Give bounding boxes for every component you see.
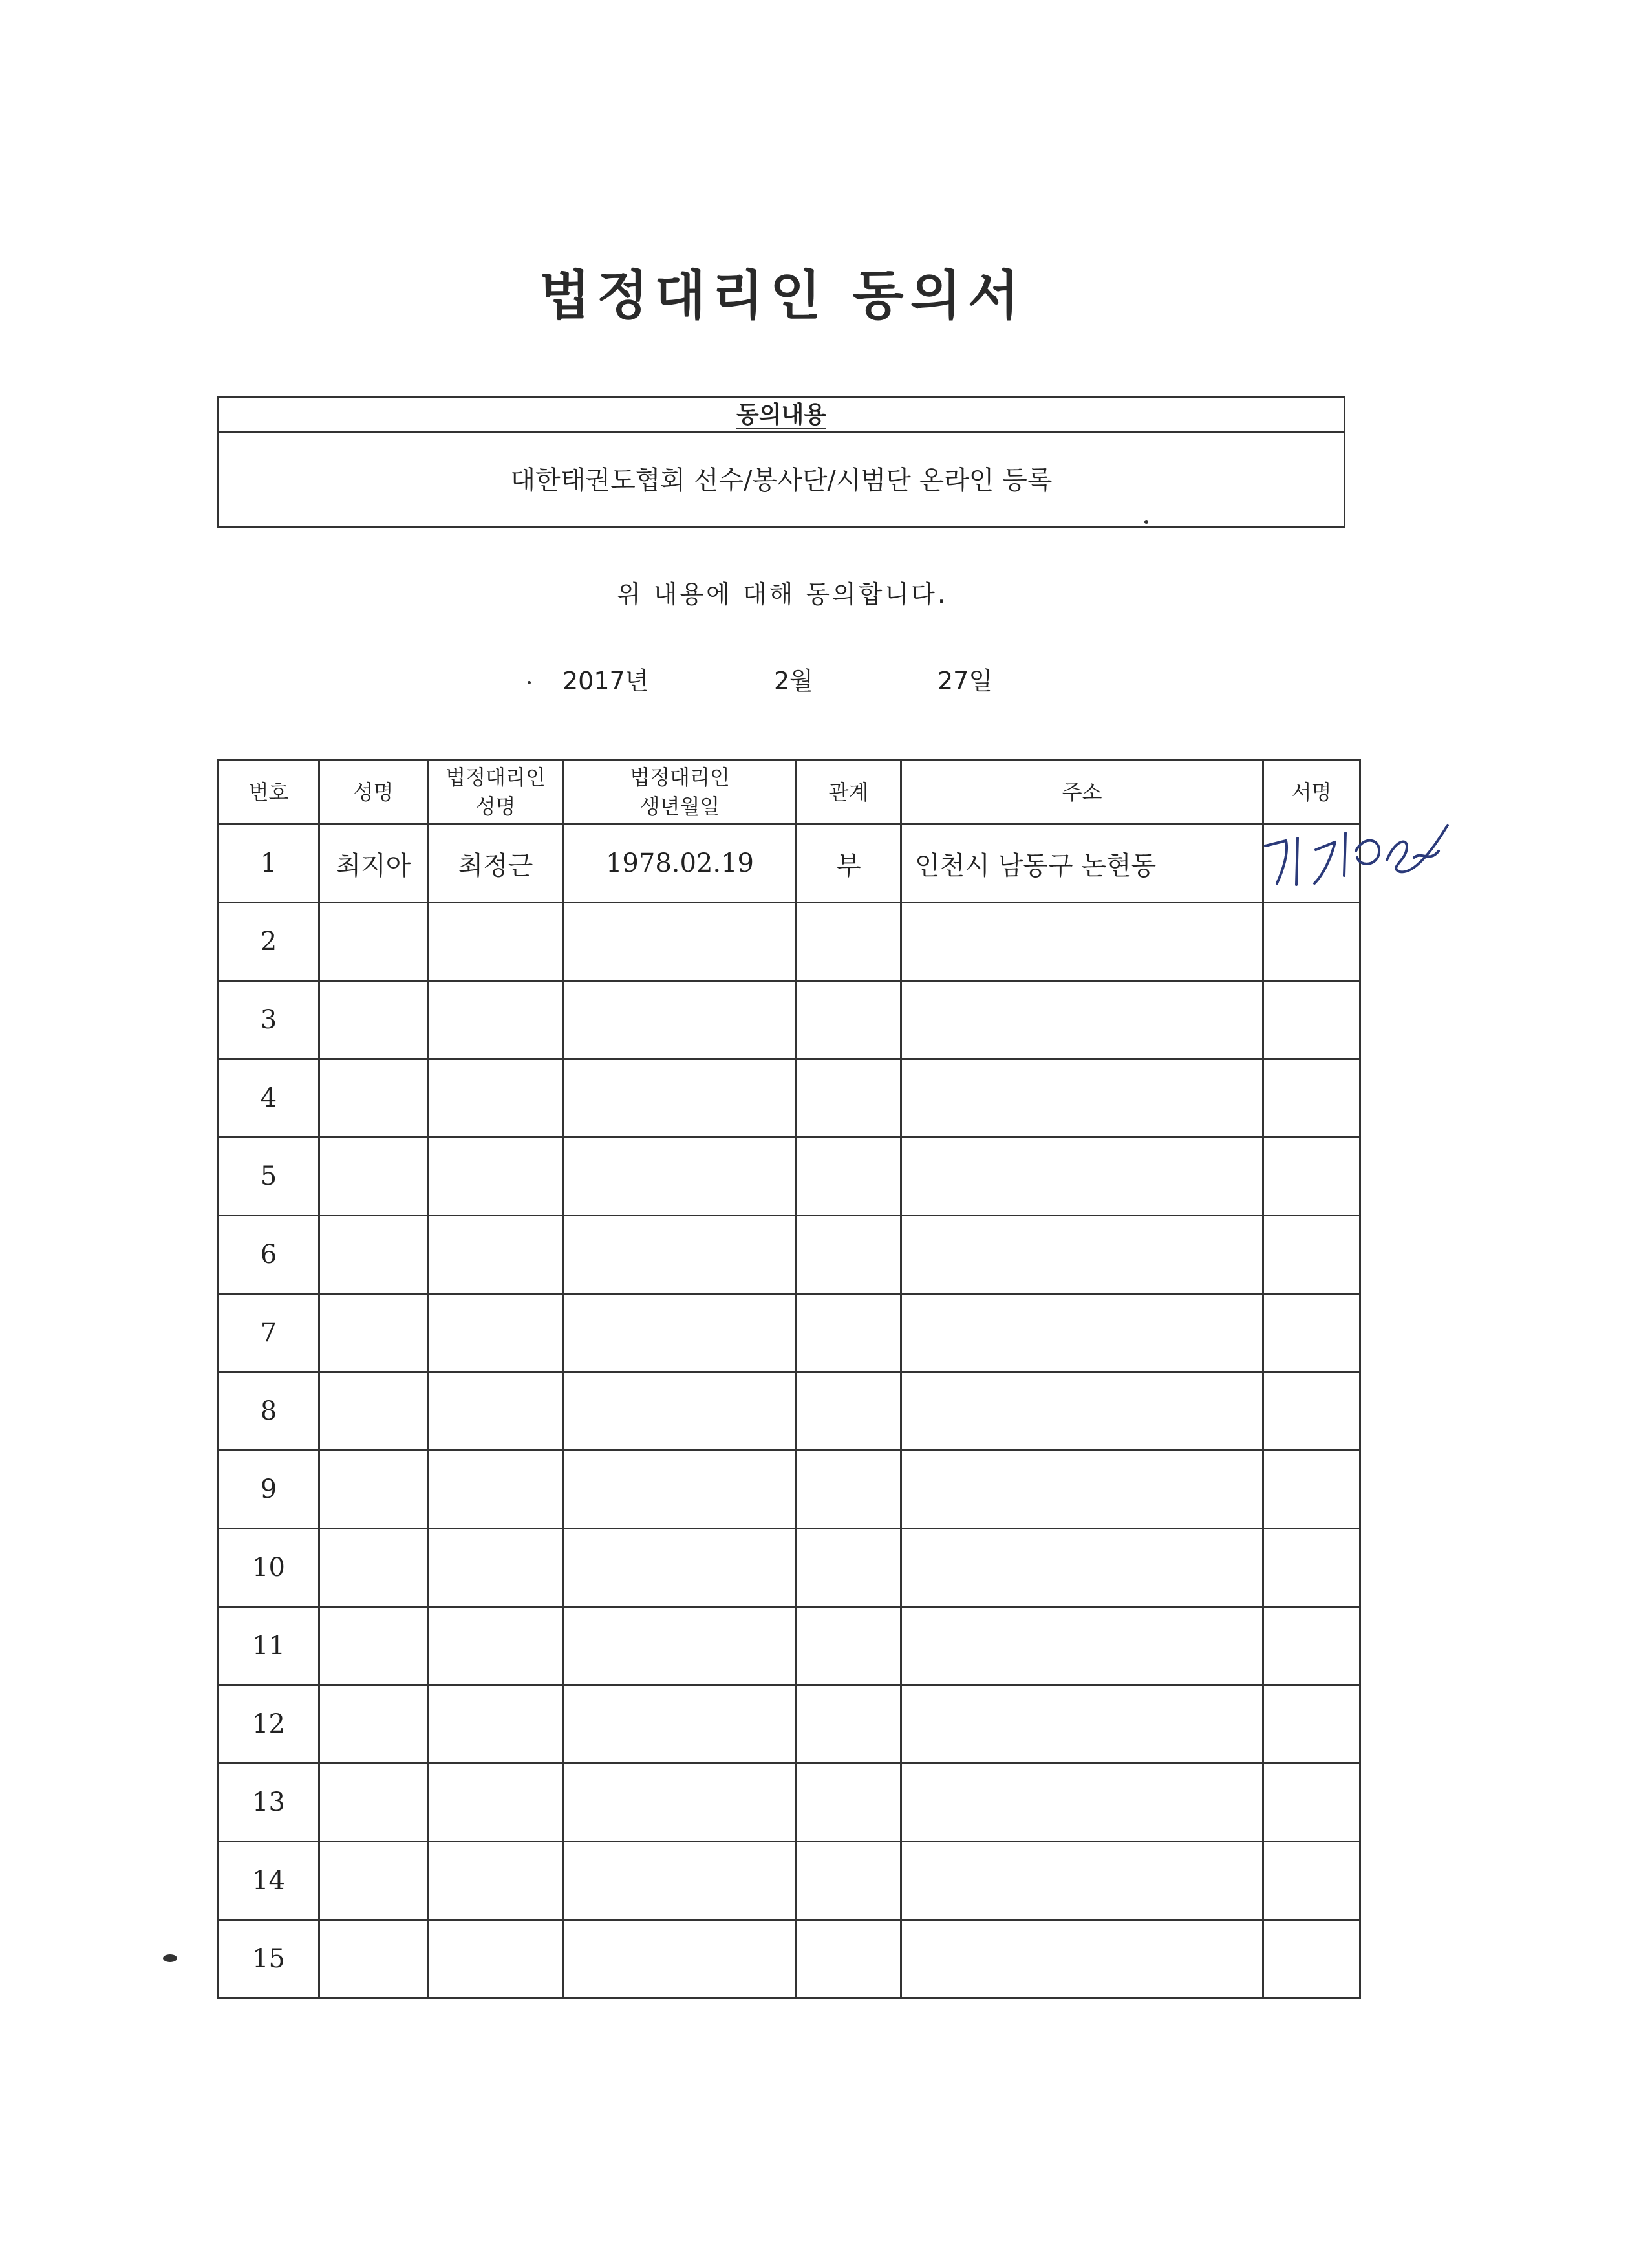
cell-address [901,1059,1263,1138]
table-row [219,1529,1360,1607]
cell-signature [1263,1842,1360,1920]
cell-no: 8 [219,1372,319,1451]
cell-signature [1263,825,1360,903]
header-guardian-name-line2: 성명 [475,794,516,819]
cell-no: 13 [219,1764,319,1842]
scan-speck [528,681,531,684]
cell-address [901,981,1263,1059]
cell-relation [797,981,901,1059]
cell-guardian-birth [564,1059,797,1138]
cell-guardian-name [428,1685,564,1764]
cell-guardian-name [428,1294,564,1372]
cell-guardian-name [428,1138,564,1216]
header-address: 주소 [901,761,1263,825]
table-row [219,1372,1360,1451]
cell-relation [797,1294,901,1372]
table-row [219,1685,1360,1764]
cell-guardian-name [428,1842,564,1920]
cell-address [901,1294,1263,1372]
cell-signature [1263,1294,1360,1372]
cell-name [319,1138,428,1216]
cell-guardian-birth [564,1216,797,1294]
cell-relation [797,1842,901,1920]
cell-no: 15 [219,1920,319,1998]
table-row [219,981,1360,1059]
cell-guardian-birth [564,1842,797,1920]
cell-address [901,1529,1263,1607]
cell-guardian-birth [564,1607,797,1685]
cell-guardian-name [428,1529,564,1607]
header-relation: 관계 [797,761,901,825]
cell-signature [1263,1920,1360,1998]
cell-name [319,981,428,1059]
cell-name [319,1607,428,1685]
table-row [219,1216,1360,1294]
table-row [219,1294,1360,1372]
cell-guardian-birth [564,1529,797,1607]
cell-no: 11 [219,1607,319,1685]
header-guardian-name [428,761,564,825]
cell-address: 인천시 남동구 논현동 [901,825,1263,903]
cell-guardian-name [428,1764,564,1842]
cell-guardian-birth [564,903,797,981]
table-row [219,1138,1360,1216]
cell-name [319,1842,428,1920]
cell-guardian-name: 최정근 [428,825,564,903]
cell-name [319,1294,428,1372]
cell-address [901,1372,1263,1451]
cell-no: 10 [219,1529,319,1607]
cell-address [901,1764,1263,1842]
cell-relation [797,1920,901,1998]
cell-address [901,1842,1263,1920]
table-row [219,1842,1360,1920]
cell-signature [1263,1216,1360,1294]
cell-relation: 부 [797,825,901,903]
cell-guardian-name [428,903,564,981]
date-year: 2017년 [562,667,649,695]
table-row [219,1764,1360,1842]
cell-no: 7 [219,1294,319,1372]
cell-guardian-birth [564,1294,797,1372]
cell-relation [797,1216,901,1294]
cell-name: 최지아 [319,825,428,903]
cell-name [319,1216,428,1294]
header-guardian-name-line1: 법정대리인 [445,765,546,790]
header-no: 번호 [219,761,319,825]
cell-no: 6 [219,1216,319,1294]
cell-guardian-birth [564,1920,797,1998]
table-row [219,1451,1360,1529]
cell-name [319,1685,428,1764]
header-guardian-birth-line2: 생년월일 [639,794,720,819]
consent-box [217,396,1345,528]
cell-guardian-name [428,1920,564,1998]
cell-no: 3 [219,981,319,1059]
cell-address [901,903,1263,981]
cell-relation [797,903,901,981]
scan-speck [1144,520,1148,524]
cell-relation [797,1685,901,1764]
cell-address [901,1607,1263,1685]
cell-relation [797,1138,901,1216]
cell-no: 5 [219,1138,319,1216]
cell-relation [797,1764,901,1842]
table-row [219,825,1360,903]
header-name: 성명 [319,761,428,825]
cell-guardian-name [428,1607,564,1685]
cell-guardian-birth [564,1764,797,1842]
cell-guardian-name [428,1372,564,1451]
agree-statement: 위 내용에 대해 동의합니다. [616,580,948,609]
cell-relation [797,1529,901,1607]
cell-relation [797,1451,901,1529]
consent-header-label: 동의내용 [736,402,827,428]
document-title: 법정대리인 동의서 [539,265,1026,327]
cell-signature [1263,1764,1360,1842]
cell-guardian-birth: 1978.02.19 [564,825,797,903]
cell-signature [1263,1607,1360,1685]
table-row [219,1920,1360,1998]
cell-name [319,1372,428,1451]
cell-address [901,1920,1263,1998]
cell-address [901,1685,1263,1764]
cell-name [319,1529,428,1607]
cell-guardian-birth [564,1138,797,1216]
cell-signature [1263,1372,1360,1451]
cell-signature [1263,1059,1360,1138]
header-guardian-birth-line1: 법정대리인 [630,765,730,790]
consent-text: 대한태권도협회 선수/봉사단/시범단 온라인 등록 [510,466,1053,495]
cell-guardian-name [428,1216,564,1294]
table-row [219,903,1360,981]
cell-signature [1263,1138,1360,1216]
cell-signature [1263,1685,1360,1764]
cell-address [901,1216,1263,1294]
cell-signature [1263,981,1360,1059]
table-row [219,1059,1360,1138]
date-day: 27일 [937,667,993,695]
cell-address [901,1451,1263,1529]
cell-no: 2 [219,903,319,981]
cell-name [319,1059,428,1138]
handwritten-signature-icon [1260,812,1454,903]
cell-name [319,903,428,981]
consent-header [219,398,1344,433]
cell-address [901,1138,1263,1216]
table-header-row [219,761,1360,825]
cell-signature [1263,1529,1360,1607]
cell-signature [1263,1451,1360,1529]
cell-guardian-birth [564,1685,797,1764]
cell-guardian-name [428,1059,564,1138]
cell-signature [1263,903,1360,981]
cell-guardian-birth [564,1372,797,1451]
cell-relation [797,1607,901,1685]
cell-no: 4 [219,1059,319,1138]
header-signature: 서명 [1263,761,1360,825]
cell-no: 1 [219,825,319,903]
guardian-table [217,759,1361,1999]
cell-guardian-birth [564,981,797,1059]
cell-name [319,1451,428,1529]
cell-guardian-name [428,981,564,1059]
cell-no: 9 [219,1451,319,1529]
table-row [219,1607,1360,1685]
cell-guardian-name [428,1451,564,1529]
cell-relation [797,1372,901,1451]
cell-name [319,1764,428,1842]
cell-guardian-birth [564,1451,797,1529]
date-month: 2월 [774,667,813,695]
cell-no: 14 [219,1842,319,1920]
cell-name [319,1920,428,1998]
cell-no: 12 [219,1685,319,1764]
cell-relation [797,1059,901,1138]
scan-speck [163,1954,177,1962]
header-guardian-birth [564,761,797,825]
